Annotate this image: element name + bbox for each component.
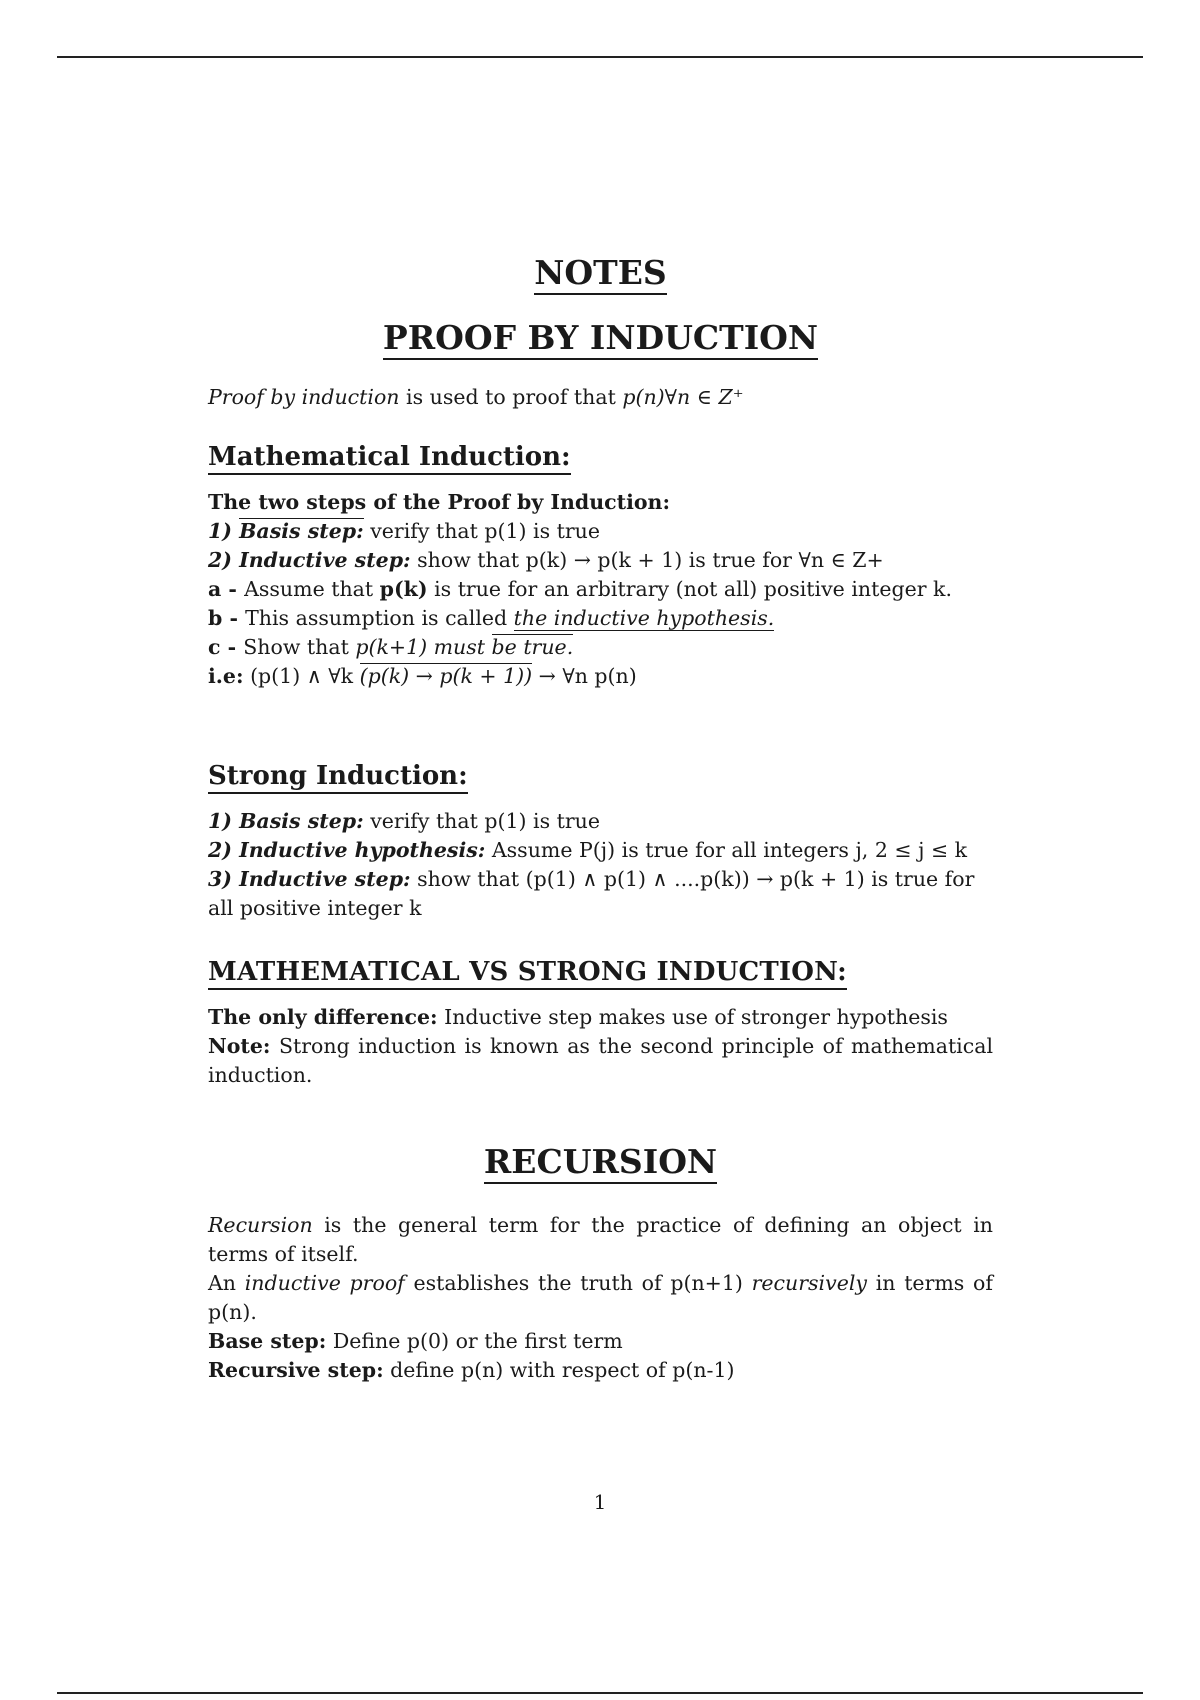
comparison-block: [208, 1003, 993, 1090]
step-a: a - Assume that p(k) is true for an arbitrary (not all) positive integer k.: [208, 577, 952, 601]
title-recursion: RECURSION: [208, 1142, 993, 1181]
heading-mathematical-induction: Mathematical Induction:: [208, 442, 993, 472]
document-body: [208, 245, 993, 1385]
inductive-proof-sentence: An inductive proof establishes the truth of p(n+1) recursively in terms of p(n).: [208, 1271, 993, 1324]
inductive-step: 2) Inductive step: show that p(k) → p(k + 1) is true for ∀n ∈ Z+: [208, 548, 884, 572]
recursion-definition: Recursion is the general term for the practice of defining an object in terms of itself.: [208, 1213, 993, 1266]
footer-rule: [57, 1692, 1143, 1694]
recursive-step: Recursive step: define p(n) with respect of p(n-1): [208, 1358, 735, 1382]
heading-comparison: MATHEMATICAL VS STRONG INDUCTION:: [208, 957, 993, 987]
title-notes: NOTES: [208, 253, 993, 292]
strong-inductive-step: 3) Inductive step: show that (p(1) ∧ p(1) ∧ ....p(k)) → p(k + 1) is true for all positive integer k: [208, 867, 975, 920]
ie-formula: i.e: (p(1) ∧ ∀k (p(k) → p(k + 1)) → ∀n p(n): [208, 664, 637, 688]
strong-induction-block: [208, 807, 993, 923]
page-number: 1: [593, 1490, 607, 1514]
steps-title: The two steps of the Proof by Induction:: [208, 490, 671, 514]
header-rule: [57, 56, 1143, 58]
strong-basis-step: 1) Basis step: verify that p(1) is true: [208, 809, 601, 833]
math-induction-block: [208, 488, 993, 691]
heading-strong-induction: Strong Induction:: [208, 761, 993, 791]
only-difference: The only difference: Inductive step makes use of stronger hypothesis: [208, 1005, 948, 1029]
base-step: Base step: Define p(0) or the first term: [208, 1329, 623, 1353]
recursion-block: [208, 1211, 993, 1385]
step-b: b - This assumption is called the inductive hypothesis.: [208, 606, 775, 630]
note: Note: Strong induction is known as the second principle of mathematical induction.: [208, 1034, 993, 1087]
title-proof-by-induction: PROOF BY INDUCTION: [208, 318, 993, 357]
step-c: c - Show that p(k+1) must be true.: [208, 635, 574, 659]
intro-paragraph: Proof by induction is used to proof that p(n)∀n ∈ Z⁺: [208, 385, 744, 409]
basis-step: 1) Basis step: verify that p(1) is true: [208, 519, 601, 543]
strong-inductive-hypothesis: 2) Inductive hypothesis: Assume P(j) is true for all integers j, 2 ≤ j ≤ k: [208, 838, 968, 862]
